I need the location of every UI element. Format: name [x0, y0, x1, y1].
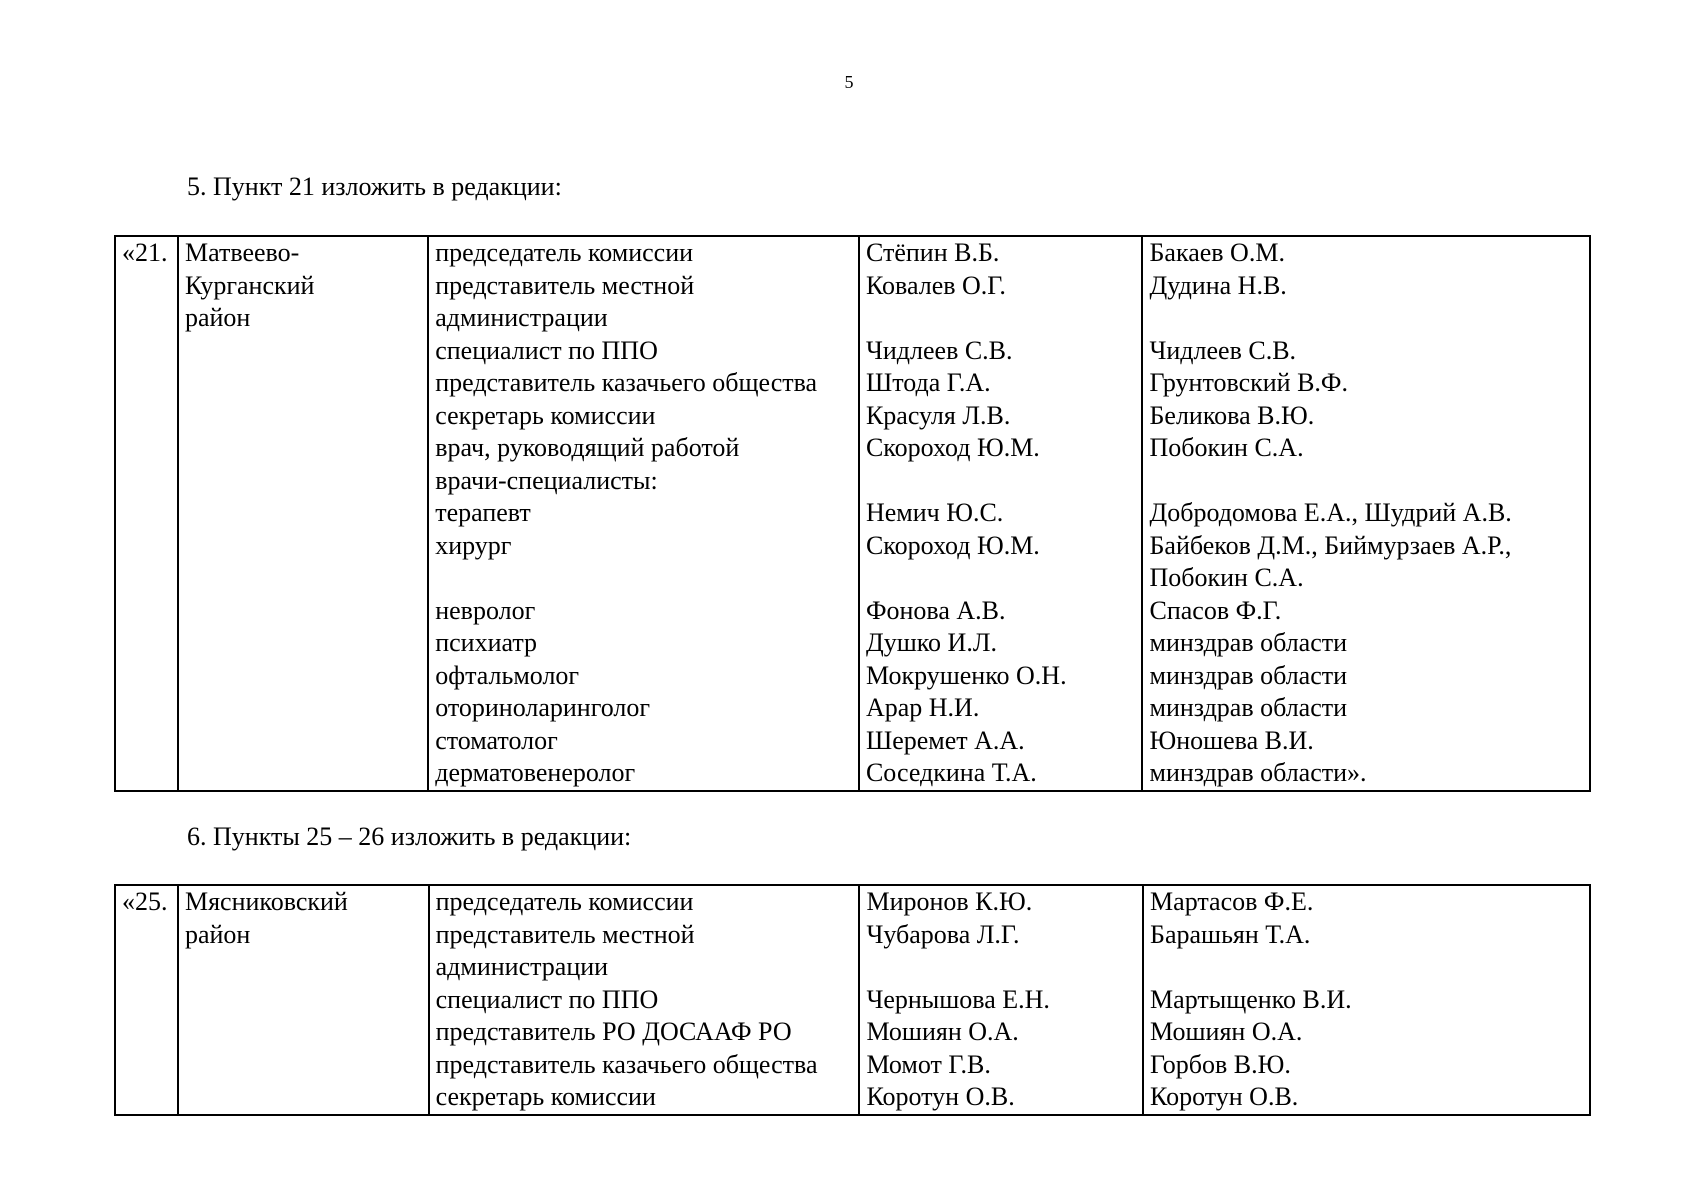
cell-line: представитель местной	[435, 270, 695, 300]
cell-line: Скороход Ю.М.	[865, 530, 1040, 560]
cell-line: минздрав области	[1149, 628, 1348, 657]
cell-line: район	[184, 919, 251, 949]
cell-line: Штода Г.А.	[865, 368, 991, 397]
cell-line: председатель комиссии	[435, 887, 694, 916]
commission-table-25	[114, 884, 1591, 1116]
cell-line: представитель РО ДОСААФ РО	[435, 1017, 792, 1046]
cell-line: Побокин С.А.	[1149, 563, 1304, 592]
district-cell	[178, 236, 428, 791]
main-members-cell	[859, 236, 1143, 791]
cell-line: терапевт	[435, 498, 531, 527]
cell-line: минздрав области».	[1149, 758, 1367, 787]
cell-line: Момот Г.В.	[866, 1049, 991, 1079]
cell-line: Грунтовский В.Ф.	[1149, 368, 1348, 397]
section-5-heading: 5. Пункт 21 изложить в редакции:	[187, 172, 562, 201]
cell-line: офтальмолог	[435, 660, 580, 690]
cell-line: Мошиян О.А.	[1150, 1017, 1303, 1046]
cell-line: Чубарова Л.Г.	[866, 919, 1020, 949]
cell-line: Матвеево-	[184, 238, 300, 267]
cell-line: секретарь комиссии	[435, 1082, 656, 1111]
item-number: «21.	[122, 238, 168, 267]
cell-line: Коротун О.В.	[866, 1082, 1015, 1111]
cell-line: Немич Ю.С.	[865, 498, 1004, 527]
cell-line: минздрав области	[1149, 660, 1348, 690]
cell-line: хирург	[435, 530, 512, 560]
district-cell	[178, 885, 429, 1115]
cell-line: Арар Н.И.	[865, 693, 980, 722]
cell-line: Побокин С.А.	[1149, 433, 1304, 462]
cell-line: Беликова В.Ю.	[1149, 400, 1315, 430]
roles-cell	[428, 236, 859, 791]
cell-line: специалист по ППО	[435, 984, 659, 1014]
cell-line: дерматовенеролог	[435, 758, 636, 787]
roles-cell	[429, 885, 860, 1115]
cell-line: председатель комиссии	[435, 238, 694, 267]
cell-line: Курганский	[184, 270, 315, 300]
cell-line: Байбеков Д.М., Биймурзаев А.Р.,	[1149, 530, 1512, 560]
cell-line: невролог	[435, 595, 536, 625]
cell-line: Чидлеев С.В.	[1149, 335, 1297, 365]
cell-line: минздрав области	[1149, 693, 1348, 722]
item-number: «25.	[122, 887, 168, 916]
cell-line: Мошиян О.А.	[866, 1017, 1019, 1046]
cell-line: Юношева В.И.	[1149, 725, 1314, 755]
section-6-heading: 6. Пункты 25 – 26 изложить в редакции:	[187, 822, 632, 851]
page-number: 5	[844, 72, 854, 92]
cell-line: Чернышова Е.Н.	[866, 984, 1050, 1014]
cell-line: Красуля Л.В.	[865, 400, 1011, 430]
cell-line: специалист по ППО	[435, 335, 658, 365]
cell-line: Стёпин В.Б.	[865, 238, 1000, 267]
cell-line: Мартасов Ф.Е.	[1150, 887, 1314, 916]
item-number-cell	[115, 885, 178, 1115]
commission-table-21	[114, 235, 1591, 792]
cell-line: Мясниковский	[184, 887, 348, 916]
cell-line: администрации	[435, 303, 608, 332]
cell-line: представитель казачьего общества	[435, 368, 818, 397]
cell-line: стоматолог	[435, 725, 558, 755]
cell-line: врачи-специалисты:	[435, 465, 658, 495]
cell-line: администрации	[435, 952, 609, 981]
item-number-cell	[115, 236, 178, 791]
table-row	[115, 236, 1590, 791]
cell-line	[1149, 302, 1583, 335]
cell-line	[1150, 951, 1583, 984]
cell-line	[435, 562, 852, 595]
cell-line: Дудина Н.В.	[1149, 270, 1287, 300]
cell-line	[866, 465, 1136, 498]
cell-line: психиатр	[435, 628, 538, 657]
cell-line: врач, руководящий работой	[435, 433, 740, 462]
cell-line: Ковалев О.Г.	[865, 270, 1006, 300]
table-row	[115, 885, 1590, 1115]
cell-line: оториноларинголог	[435, 693, 651, 722]
main-members-cell	[859, 885, 1143, 1115]
cell-line	[1149, 465, 1583, 498]
cell-line: Чидлеев С.В.	[865, 335, 1013, 365]
cell-line: Коротун О.В.	[1150, 1082, 1299, 1111]
cell-line: Барашьян Т.А.	[1150, 919, 1311, 949]
cell-line: Душко И.Л.	[865, 628, 997, 657]
cell-line: представитель казачьего общества	[435, 1049, 818, 1079]
cell-line: Бакаев О.М.	[1149, 238, 1285, 267]
cell-line: Добродомова Е.А., Шудрий А.В.	[1149, 498, 1512, 527]
cell-line: Мокрушенко О.Н.	[865, 660, 1067, 690]
cell-line: представитель местной	[435, 919, 695, 949]
reserve-members-cell	[1143, 885, 1590, 1115]
cell-line: район	[184, 303, 251, 332]
cell-line: Скороход Ю.М.	[865, 433, 1040, 462]
cell-line: Фонова А.В.	[865, 595, 1006, 625]
cell-line: секретарь комиссии	[435, 400, 656, 430]
cell-line: Шеремет А.А.	[865, 725, 1025, 755]
cell-line: Соседкина Т.А.	[865, 758, 1037, 787]
reserve-members-cell	[1142, 236, 1590, 791]
cell-line: Спасов Ф.Г.	[1149, 595, 1282, 625]
cell-line	[866, 951, 1136, 984]
cell-line: Мартыщенко В.И.	[1150, 984, 1352, 1014]
cell-line: Горбов В.Ю.	[1150, 1049, 1291, 1079]
cell-line	[866, 562, 1136, 595]
cell-line: Миронов К.Ю.	[866, 887, 1033, 916]
cell-line	[866, 302, 1136, 335]
